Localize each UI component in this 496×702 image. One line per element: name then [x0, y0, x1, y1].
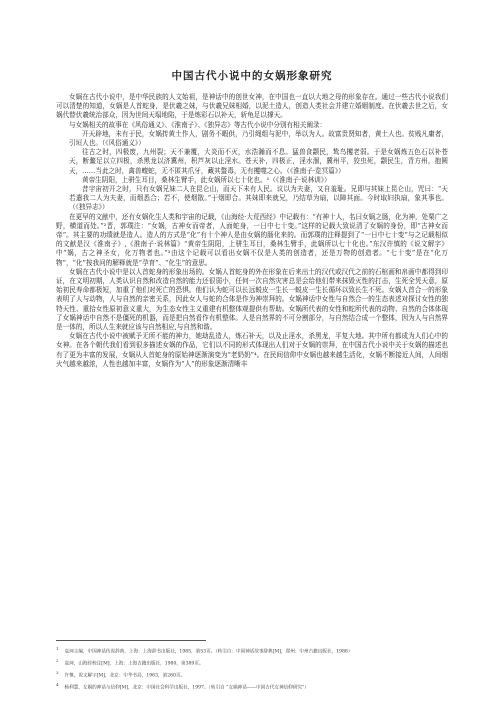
article-body	[56, 93, 448, 369]
body-paragraph: 女娲在古代小说中是以人首蛇身的形象出场的。女娲人首蛇身的外在形象在后来出土的汉代或汉代之前的石棺画和帛画中都得到印证，在文明初期，人类认识自然和改造自然的能力还很弱小，任何一次自然灾害总是会给他们带来抹毁灭性的打击，生死全凭天意，原始初民寿命都极短，加重了他们对死亡的恐惧。他们认为蛇可以长远蜕皮一生长一蜕皮一生长循环以致长生不死。女娲人首合一的形象表明了人与动物，人与自然的亲密关系，因此女人与蛇的合体是作为神崇拜的。女娲神话中女性与自然合一的生态表述对探讨女性的独特天性、重拾女性原初意义重大，为生态女性主义重建有机整体观提供有帮助。女娲所代表的女性和蛇所代表的动物、自然的合体体现了女娲神话中自然不是僵死的机器，而是把自然看作有机整体。人是自然界的不可分割部分，与自然结合成一个整体，因为人与自然界是一体的，所以人生来就应该与自然相应,与自然和谐。	[56, 267, 448, 332]
footnote-mark: 4	[56, 682, 59, 688]
footnote-text: 袁珂，山海经校注[M]，上海：上海古籍出版社，1980，第389页。	[64, 661, 204, 667]
quotation-paragraph: 往古之时，四极废，九州裂；天不兼覆，大炎而不灭，水浩瀚而不息。猛兽食颛民，鸷鸟攫老弱。于是女娲炼五色石以补苍天，断鳌足以立四极，杀黑龙以济冀州，积芦灰以止淫水。苍天补，四极正，淫水涸，冀州平，狡虫死，颛民生，背方州，抱圆天，……当此之时，禽兽蝮蛇，无不匿其爪牙，藏其螫毒，无有攫噬之心。（《淮南子·览冥篇》）	[69, 148, 448, 175]
footnote-text: 许慎，说文解字[M]，北京：中华书局，1963，第260页。	[64, 673, 186, 679]
footnote-item	[56, 645, 448, 657]
footnote-mark: 3	[56, 670, 59, 676]
body-paragraph: 在更早的文献中，还有女娲化生人类和宇宙的记载，《山海经·大荒西经》中记载有：“有神十人，名曰女娲之肠，化为神，处栗广之野，横道而处。”²晋，郭璞注：“女娲，古神女而帝者，人面蛇身，一日中七十变。”这样的记载大致说清了女娲的身份，即“古神女而帝”。其主要的功绩就是造人。造人的方式是“化”有十个神人是由女娲的肠化来的。而郭璞的注释提到了“一日中七十变”与之记载相似的文献是汉《淮南子》,《淮南子·说林篇》“黄帝生阴阳，上骈生耳目，桑林生臂手，此娲所以七十化也。”东汉许慎的《说文解字》中“娲，古之神圣女，化万物者也。”³由这个记载可以看出女娲不仅是人类的创造者，还是万物的创造者。“七十变”是在“化万物”，“化”按我问的解释就是“孕育”、“化生”的意思。	[56, 212, 448, 267]
quotation-paragraph: 黄帝生阴阳，上骈生耳目，桑林生臂手，此女娲所以七十化也。¹（《淮南子·说林训》）	[82, 175, 331, 184]
body-paragraph: 女娲在古代小说中被赋予无所不能的神力，她劫乱造人，炼石补天，以及止淫水，杀黑龙，平复大地。其中所有都成为人们心中的女神。在各个朝代我们看到很多描述女娲的作品，它们以不同的形式体现出人们对于女娲的崇拜，在中国古代小说中关于女娲的描述也有了更为丰富的发展，女娲从人首蛇身的原始神逐渐演变为“老奶奶”⁴。在民间信仰中女娲也越来越生活化，女娲不断接近人间，人间烟火气越来越浓，人性也越加丰富，女娲作为“人”的形象逐渐清晰丰	[56, 332, 448, 368]
footnote-text: 袁珂主编，中国神话传说辞典，上海：上海辞书出版社，1985，第53页。（转引自：中国神话故事辞典[M]，郑州：中州古籍出版社，1988）	[64, 649, 353, 655]
footnote-mark: 1	[56, 646, 59, 651]
body-paragraph: 女娲在古代小说中，是中华民族的人文始祖，是神话中的创世女神，在中国也一直以大地之母的形象存在。通过一些古代小说我们可以清楚的知道，女娲是人首蛇身，是伏羲之妹，与伏羲兄妹相婚，以泥土造人，创造人类社会并建立婚姻制度。在伏羲去世之后，女娲代替伏羲统治部众，因为世间天塌地陷，于是炼彩石以补天，斩龟足以撑天。	[56, 93, 448, 120]
footnote-item	[56, 669, 448, 681]
footnote-text: 杨利慧，女娲的神话与信仰[M]，北京：中国社会科学出版社，1997。（转引自 “女娲神话——中国古代女神信仰研究”）	[64, 685, 309, 691]
footnotes	[56, 640, 448, 694]
footnote-list	[56, 645, 448, 694]
body-paragraph: 与女娲相关的故事在《风俗通义》、《淮南子》、《独异志》等古代小说中分别有相关阐录：	[69, 120, 327, 129]
page-title: 中国古代小说中的女娲形象研究	[171, 70, 333, 82]
footnote-mark: 2	[56, 658, 59, 664]
footnote-item	[56, 657, 448, 669]
quotation-paragraph: 开天辟地，未有于民，女娲抟黄土作人，剧务不暇供，乃引绳组与泥中，举以为人。故富贵贤知者，黄土人也。贫贱凡庸者，引垣人也。（《风俗通义》）	[69, 129, 448, 148]
footnote-item	[56, 681, 448, 693]
footnote-divider	[56, 640, 206, 641]
quotation-paragraph: 昔宇宙初开之时，只有女娲兄妹二人在昆仑山，而天下未有人民。议以为夫妻，又自羞耻。兄即与其妹上昆仑山，咒曰：“天若遣我二人为夫妻，而烟悉合；若不，使烟散。”于烟即合。其妹即来就兄，乃结草为扇，以障其面。今时取妇执扇，象其事也。（《独异志》）	[69, 185, 448, 212]
